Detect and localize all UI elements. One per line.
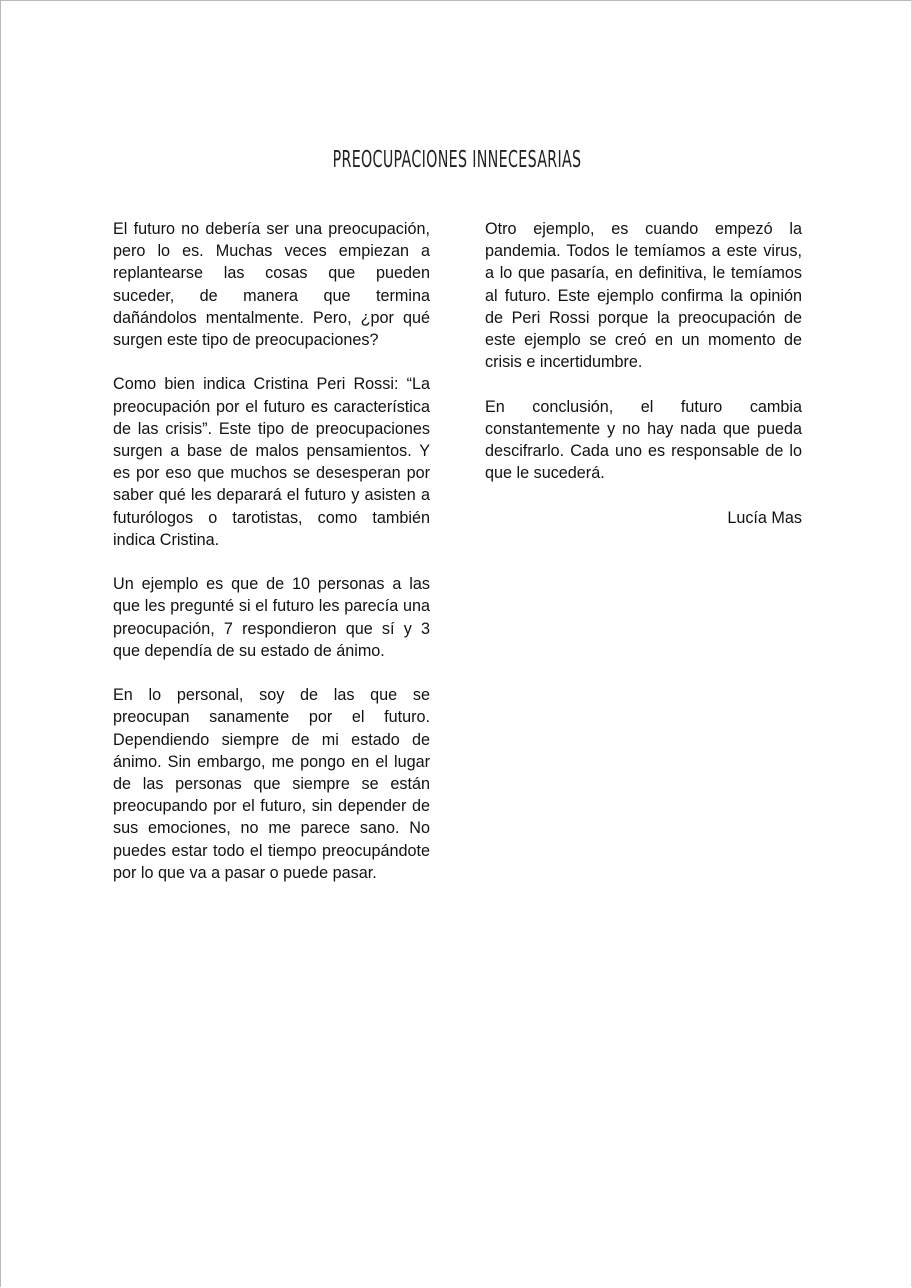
- paragraph: Como bien indica Cristina Peri Rossi: “La preocupación por el futuro es característica de las crisis”. Este tipo de preocupaciones surgen a base de malos pensamientos. Y es por eso que muchos se desesperan por saber qué les deparará el futuro y asisten a futurólogos o tarotistas, como también indica Cristina.: [113, 375, 430, 549]
- left-column: [113, 218, 430, 906]
- paragraph: Un ejemplo es que de 10 personas a las que les pregunté si el futuro les parecía una preocupación, 7 respondieron que sí y 3 que dependía de su estado de ánimo.: [113, 575, 430, 660]
- paragraph: El futuro no debería ser una preocupación, pero lo es. Muchas veces empiezan a replantearse las cosas que pueden suceder, de manera que termina dañándolos mentalmente. Pero, ¿por qué surgen este tipo de preocupaciones?: [113, 220, 430, 350]
- paragraph: En lo personal, soy de las que se preocupan sanamente por el futuro. Dependiendo siempre de mi estado de ánimo. Sin embargo, me pongo en el lugar de las personas que siempre se están preocupando por el futuro, sin depender de sus emociones, no me parece sano. No puedes estar todo el tiempo preocupándote por lo que va a pasar o puede pasar.: [113, 686, 430, 882]
- author-signature: Lucía Mas: [727, 508, 802, 527]
- right-column: [485, 218, 802, 551]
- document-title: PREOCUPACIONES INNECESARIAS: [332, 147, 582, 173]
- paragraph: En conclusión, el futuro cambia constantemente y no hay nada que pueda descifrarlo. Cada uno es responsable de lo que le sucederá.: [485, 397, 802, 483]
- paragraph: Otro ejemplo, es cuando empezó la pandemia. Todos le temíamos a este virus, a lo que pasaría, en definitiva, le temíamos al futuro. Este ejemplo confirma la opinión de Peri Rossi porque la preocupación de este ejemplo se creó en un momento de crisis e incertidumbre.: [485, 220, 802, 372]
